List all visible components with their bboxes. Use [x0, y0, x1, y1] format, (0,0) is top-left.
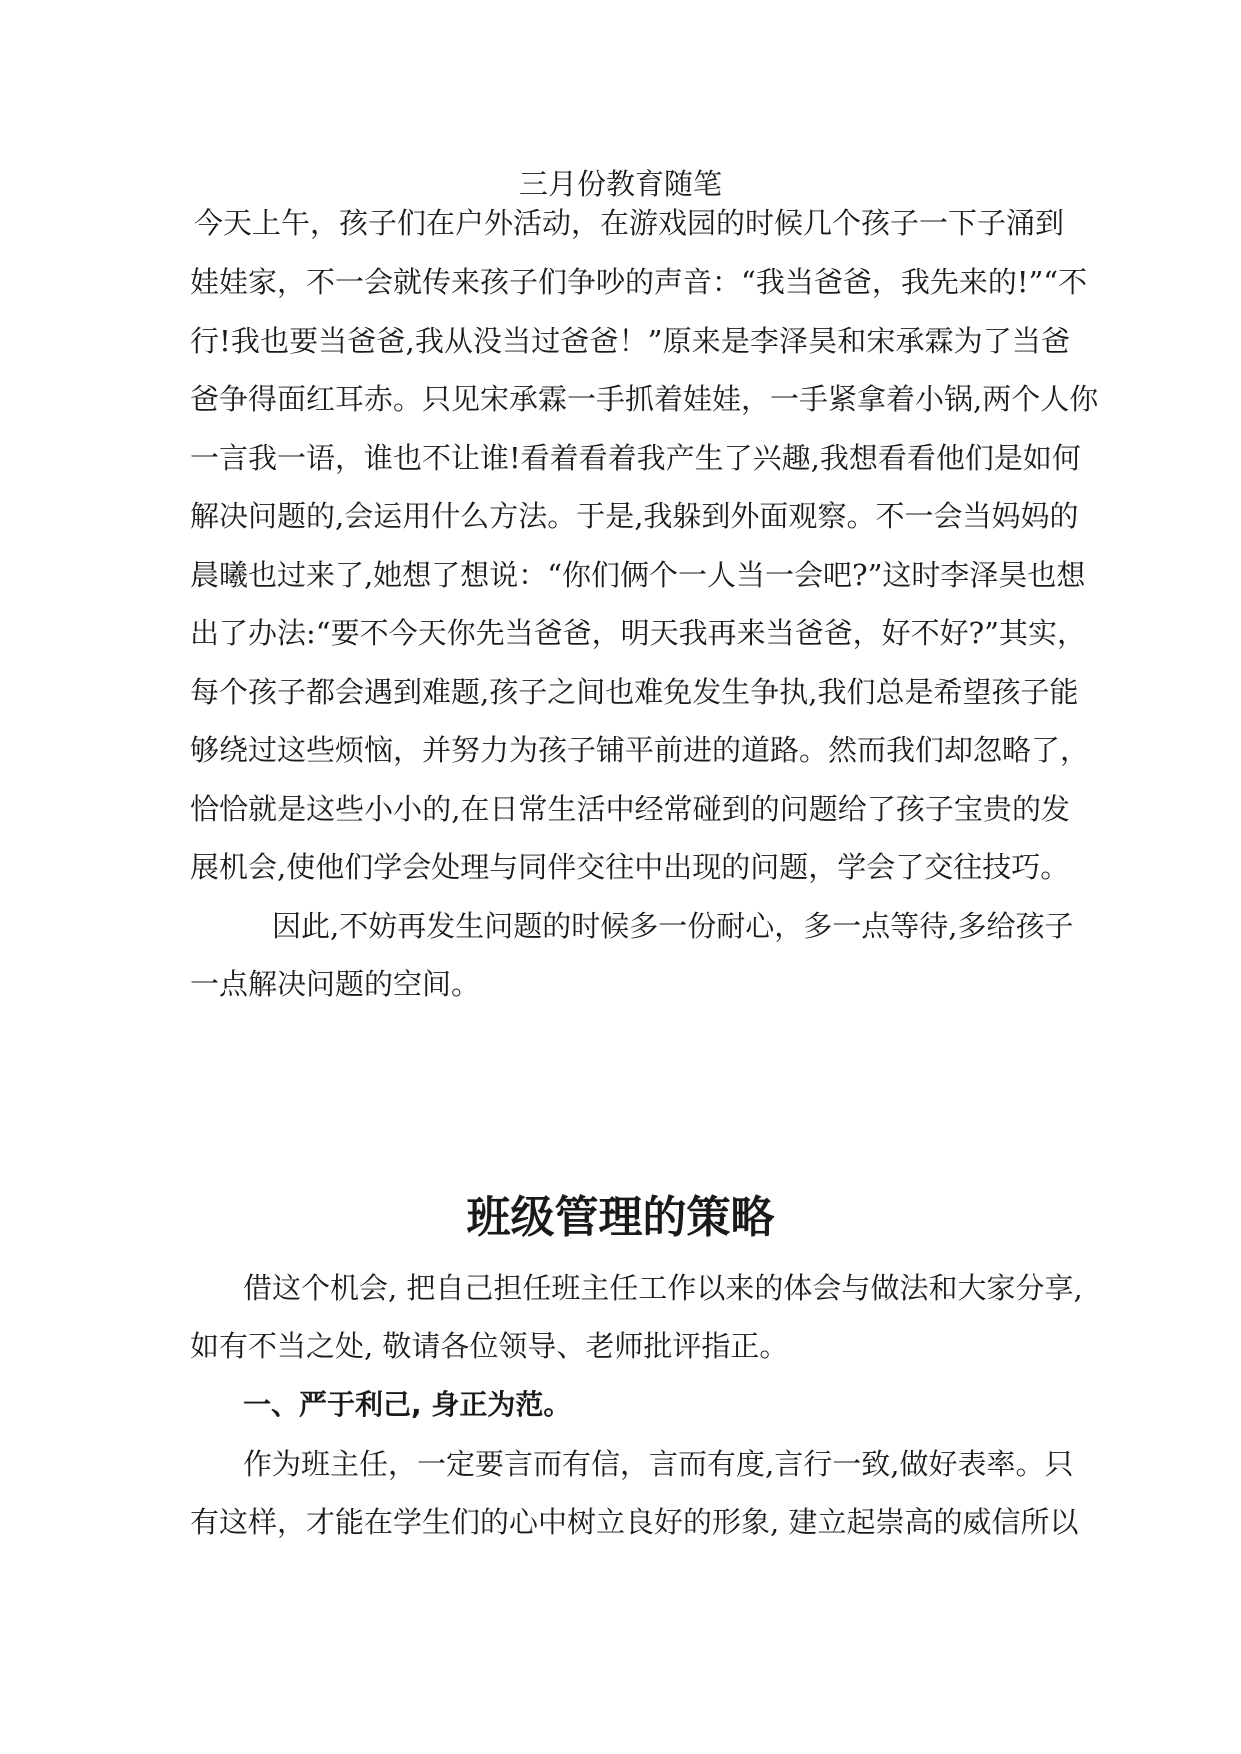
article-intro-line-1: 借这个机会, 把自己担任班主任工作以来的体会与做法和大家分享, [243, 1271, 1083, 1305]
essay-line-1: 今天上午，孩子们在户外活动，在游戏园的时候几个孩子一下子涌到 [194, 206, 1065, 240]
essay-line-10: 够绕过这些烦恼，并努力为孩子铺平前进的道路。然而我们却忽略了， [190, 733, 1090, 767]
essay-line-12: 展机会,使他们学会处理与同伴交往中出现的问题，学会了交往技巧。 [190, 850, 1070, 884]
essay-line-9: 每个孩子都会遇到难题,孩子之间也难免发生争执,我们总是希望孩子能 [190, 675, 1079, 709]
section-heading-1: 一、严于利己, 身正为范。 [243, 1388, 572, 1421]
section1-line-1: 作为班主任，一定要言而有信，言而有度,言行一致,做好表率。只 [243, 1447, 1074, 1481]
essay-line-3: 行!我也要当爸爸,我从没当过爸爸！”原来是李泽昊和宋承霖为了当爸 [190, 324, 1070, 358]
essay-line-11: 恰恰就是这些小小的,在日常生活中经常碰到的问题给了孩子宝贵的发 [190, 792, 1070, 826]
essay-title: 三月份教育随笔 [518, 167, 722, 201]
essay-line-7: 晨曦也过来了,她想了想说：“你们俩个一人当一会吧?”这时李泽昊也想 [190, 558, 1086, 592]
essay-line-5: 一言我一语，谁也不让谁!看着看着我产生了兴趣,我想看看他们是如何 [190, 441, 1081, 475]
essay-line-2: 娃娃家，不一会就传来孩子们争吵的声音：“我当爸爸，我先来的!”“不 [190, 265, 1088, 299]
essay-line-8: 出了办法:“要不今天你先当爸爸，明天我再来当爸爸，好不好?”其实， [190, 616, 1086, 650]
article-title: 班级管理的策略 [466, 1192, 775, 1243]
section1-line-2: 有这样，才能在学生们的心中树立良好的形象, 建立起崇高的威信所以 [190, 1505, 1079, 1539]
essay-line-4: 爸争得面红耳赤。只见宋承霖一手抓着娃娃，一手紧拿着小锅,两个人你 [190, 382, 1099, 416]
essay-line-6: 解决问题的,会运用什么方法。于是,我躲到外面观察。不一会当妈妈的 [190, 499, 1079, 533]
article-intro-line-2: 如有不当之处, 敬请各位领导、老师批评指正。 [190, 1329, 789, 1363]
essay-line-14: 一点解决问题的空间。 [190, 967, 481, 1001]
essay-line-13: 因此,不妨再发生问题的时候多一份耐心，多一点等待,多给孩子 [272, 909, 1074, 943]
